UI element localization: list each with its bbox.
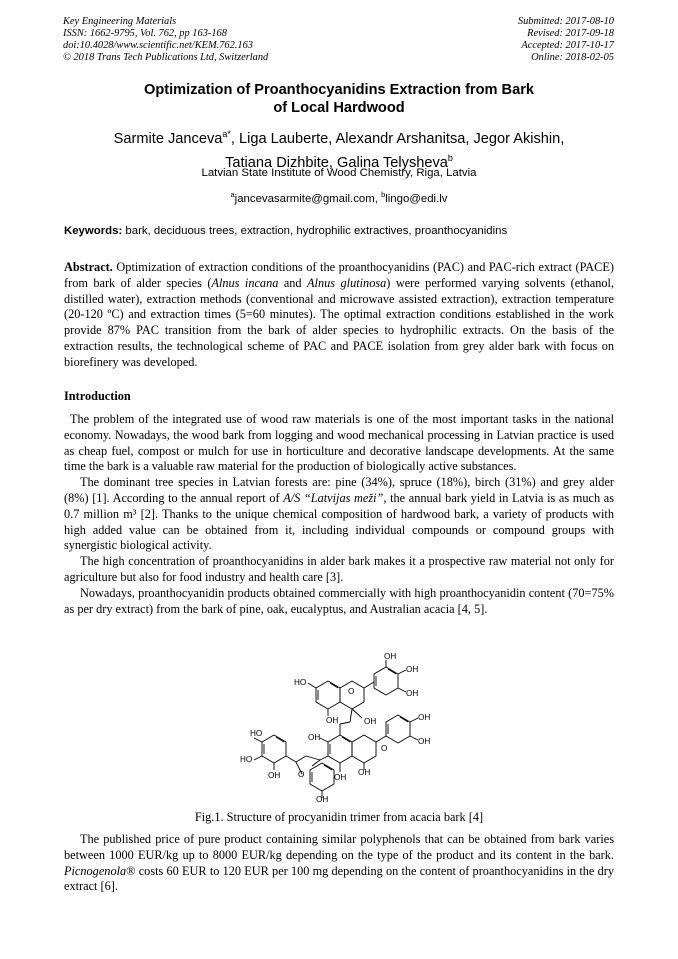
hydroxyl-label: HO: [240, 755, 253, 764]
hydroxyl-label: OH: [358, 768, 371, 777]
author-names: , Liga Lauberte, Alexandr Arshanitsa, Jegor Akishin,: [230, 130, 565, 147]
body-paragraph: [64, 832, 614, 895]
abstract-text: and: [278, 275, 308, 290]
body-text: ® costs 60 EUR to 120 EUR per 100 mg depending on the content of proanthocyanidins in the dry extract [6].: [64, 863, 614, 894]
publication-dates: [518, 16, 614, 64]
abstract-text: Optimization of extraction conditions of the proanthocyanidins (PAC) and PAC-rich extract (PACE) from bark of alder species (: [64, 260, 614, 290]
figure-caption: Fig.1. Structure of procyanidin trimer from acacia bark [4]: [194, 810, 484, 824]
journal-name: Key Engineering Materials: [63, 16, 177, 27]
author-name: Sarmite Janceva: [113, 130, 223, 147]
species-name: Alnus glutinosa: [307, 275, 387, 290]
date-revised: Revised: 2017-09-18: [527, 28, 614, 39]
hydroxyl-label: HO: [250, 729, 263, 738]
author-emails: [60, 188, 618, 206]
intro-paragraph: [64, 475, 614, 554]
journal-doi[interactable]: doi:10.4028/www.scientific.net/KEM.762.163: [63, 40, 253, 51]
title-line-1: Optimization of Proanthocyanidins Extraction from Bark: [143, 82, 535, 98]
date-online: Online: 2018-02-05: [531, 52, 614, 63]
hydroxyl-label: OH: [384, 652, 397, 661]
keywords-text: bark, deciduous trees, extraction, hydrophilic extractives, proanthocyanidins: [122, 225, 508, 237]
journal-info: [63, 16, 268, 64]
intro-paragraph: Nowadays, proanthocyanidin products obtained commercially with high proanthocyanidin content (70=75% as per dry extract) from the bark of pine, oak, eucalyptus, and Australian acacia [4, 5].: [64, 585, 614, 616]
hydroxyl-label: HO: [294, 678, 307, 687]
intro-paragraph: The high concentration of proanthocyanidins in alder bark makes it a prospective raw material not only for agriculture but also for food industry and health care [3].: [64, 554, 614, 584]
intro-text: The dominant tree species in Latvian forests are: pine (34%), spruce (18%), birch (31%) and grey alder (8%) [1]. According to the annual report of: [64, 475, 614, 505]
hydroxyl-label: OH: [308, 733, 321, 742]
chemical-structure-diagram: [236, 652, 442, 802]
hydroxyl-label: OH: [406, 689, 419, 698]
introduction-body: [64, 412, 614, 617]
affiliation: Latvian State Institute of Wood Chemistry, Riga, Latvia: [201, 167, 477, 179]
hydroxyl-label: OH: [406, 665, 419, 674]
email-link[interactable]: lingo@edi.lv: [385, 192, 448, 205]
authors-line-1: [60, 125, 618, 149]
title-line-2: of Local Hardwood: [273, 100, 405, 116]
keywords-label: Keywords:: [64, 225, 123, 237]
email-mark: a: [230, 190, 235, 199]
product-name: Picnogenola: [64, 863, 127, 878]
section-heading-introduction: Introduction: [64, 389, 131, 403]
hydroxyl-label: OH: [418, 713, 431, 722]
hydroxyl-label: OH: [418, 737, 431, 746]
ring-oxygen-label: O: [298, 770, 305, 779]
intro-text: , the annual bark yield in Latvia is as much as 0.7 million m³ [2]. Thanks to the unique chemical composition of hardwood bark, a variety of products with high added value can be obtained from it, including individual compounds or compound groups with synergistic biological activity.: [64, 490, 614, 553]
hydroxyl-label: OH: [316, 795, 329, 802]
email-mark: b: [381, 190, 386, 199]
body-after-figure: [64, 832, 614, 895]
keywords: [64, 224, 616, 238]
body-text: The published price of pure product containing similar polyphenols that can be obtained from bark varies between 1000 EUR/kg up to 8000 EUR/kg depending on the type of the product and its content in the bark.: [64, 832, 614, 862]
ring-oxygen-label: O: [381, 744, 388, 753]
author-names: Tatiana Dizhbite, Galina Telysheva: [225, 154, 448, 171]
abstract: [64, 260, 614, 371]
journal-issn: ISSN: 1662-9795, Vol. 762, pp 163-168: [63, 28, 227, 39]
author-affil-mark: b: [447, 152, 453, 163]
hydroxyl-label: OH: [364, 717, 377, 726]
abstract-text: ) were performed varying solvents (ethanol, distilled water), extraction methods (conventional and microwave assisted extraction), extraction temperature (20-120 ºC) and extraction times (5=60 minutes). The optimal extraction conditions established in the work provide 87% PAC transition from the bark of alder species to hydrophilic extracts. On the basis of the extraction results, the technological scheme of PAC and PACE isolation from grey alder bark with focus on biorefinery was developed.: [64, 275, 614, 369]
email-link[interactable]: jancevasarmite@gmail.com,: [234, 192, 382, 205]
abstract-paragraph: [64, 260, 614, 371]
intro-paragraph: The problem of the integrated use of wood raw materials is one of the most important tasks in the national economy. Nowadays, the wood bark from logging and wood mechanical processing in Latvian practice is used as cheap fuel, compost or mulch for use in horticulture and decorative landscape developments. At the same time the bark is a valuable raw material for the production of biologically active substances.: [64, 412, 614, 474]
paper-title: [60, 81, 618, 117]
author-affil-mark: a*: [222, 129, 231, 139]
abstract-label: Abstract.: [64, 260, 113, 274]
date-submitted: Submitted: 2017-08-10: [517, 16, 614, 27]
journal-copyright: © 2018 Trans Tech Publications Ltd, Switzerland: [63, 52, 269, 63]
hydroxyl-label: OH: [334, 773, 347, 782]
ring-oxygen-label: O: [348, 687, 355, 696]
company-name: A/S “Latvijas meži”: [283, 490, 384, 505]
species-name: Alnus incana: [211, 275, 279, 290]
hydroxyl-label: OH: [268, 771, 281, 780]
figure-procyanidin-structure: [236, 652, 442, 802]
hydroxyl-label: OH: [326, 716, 339, 725]
date-accepted: Accepted: 2017-10-17: [521, 40, 614, 51]
